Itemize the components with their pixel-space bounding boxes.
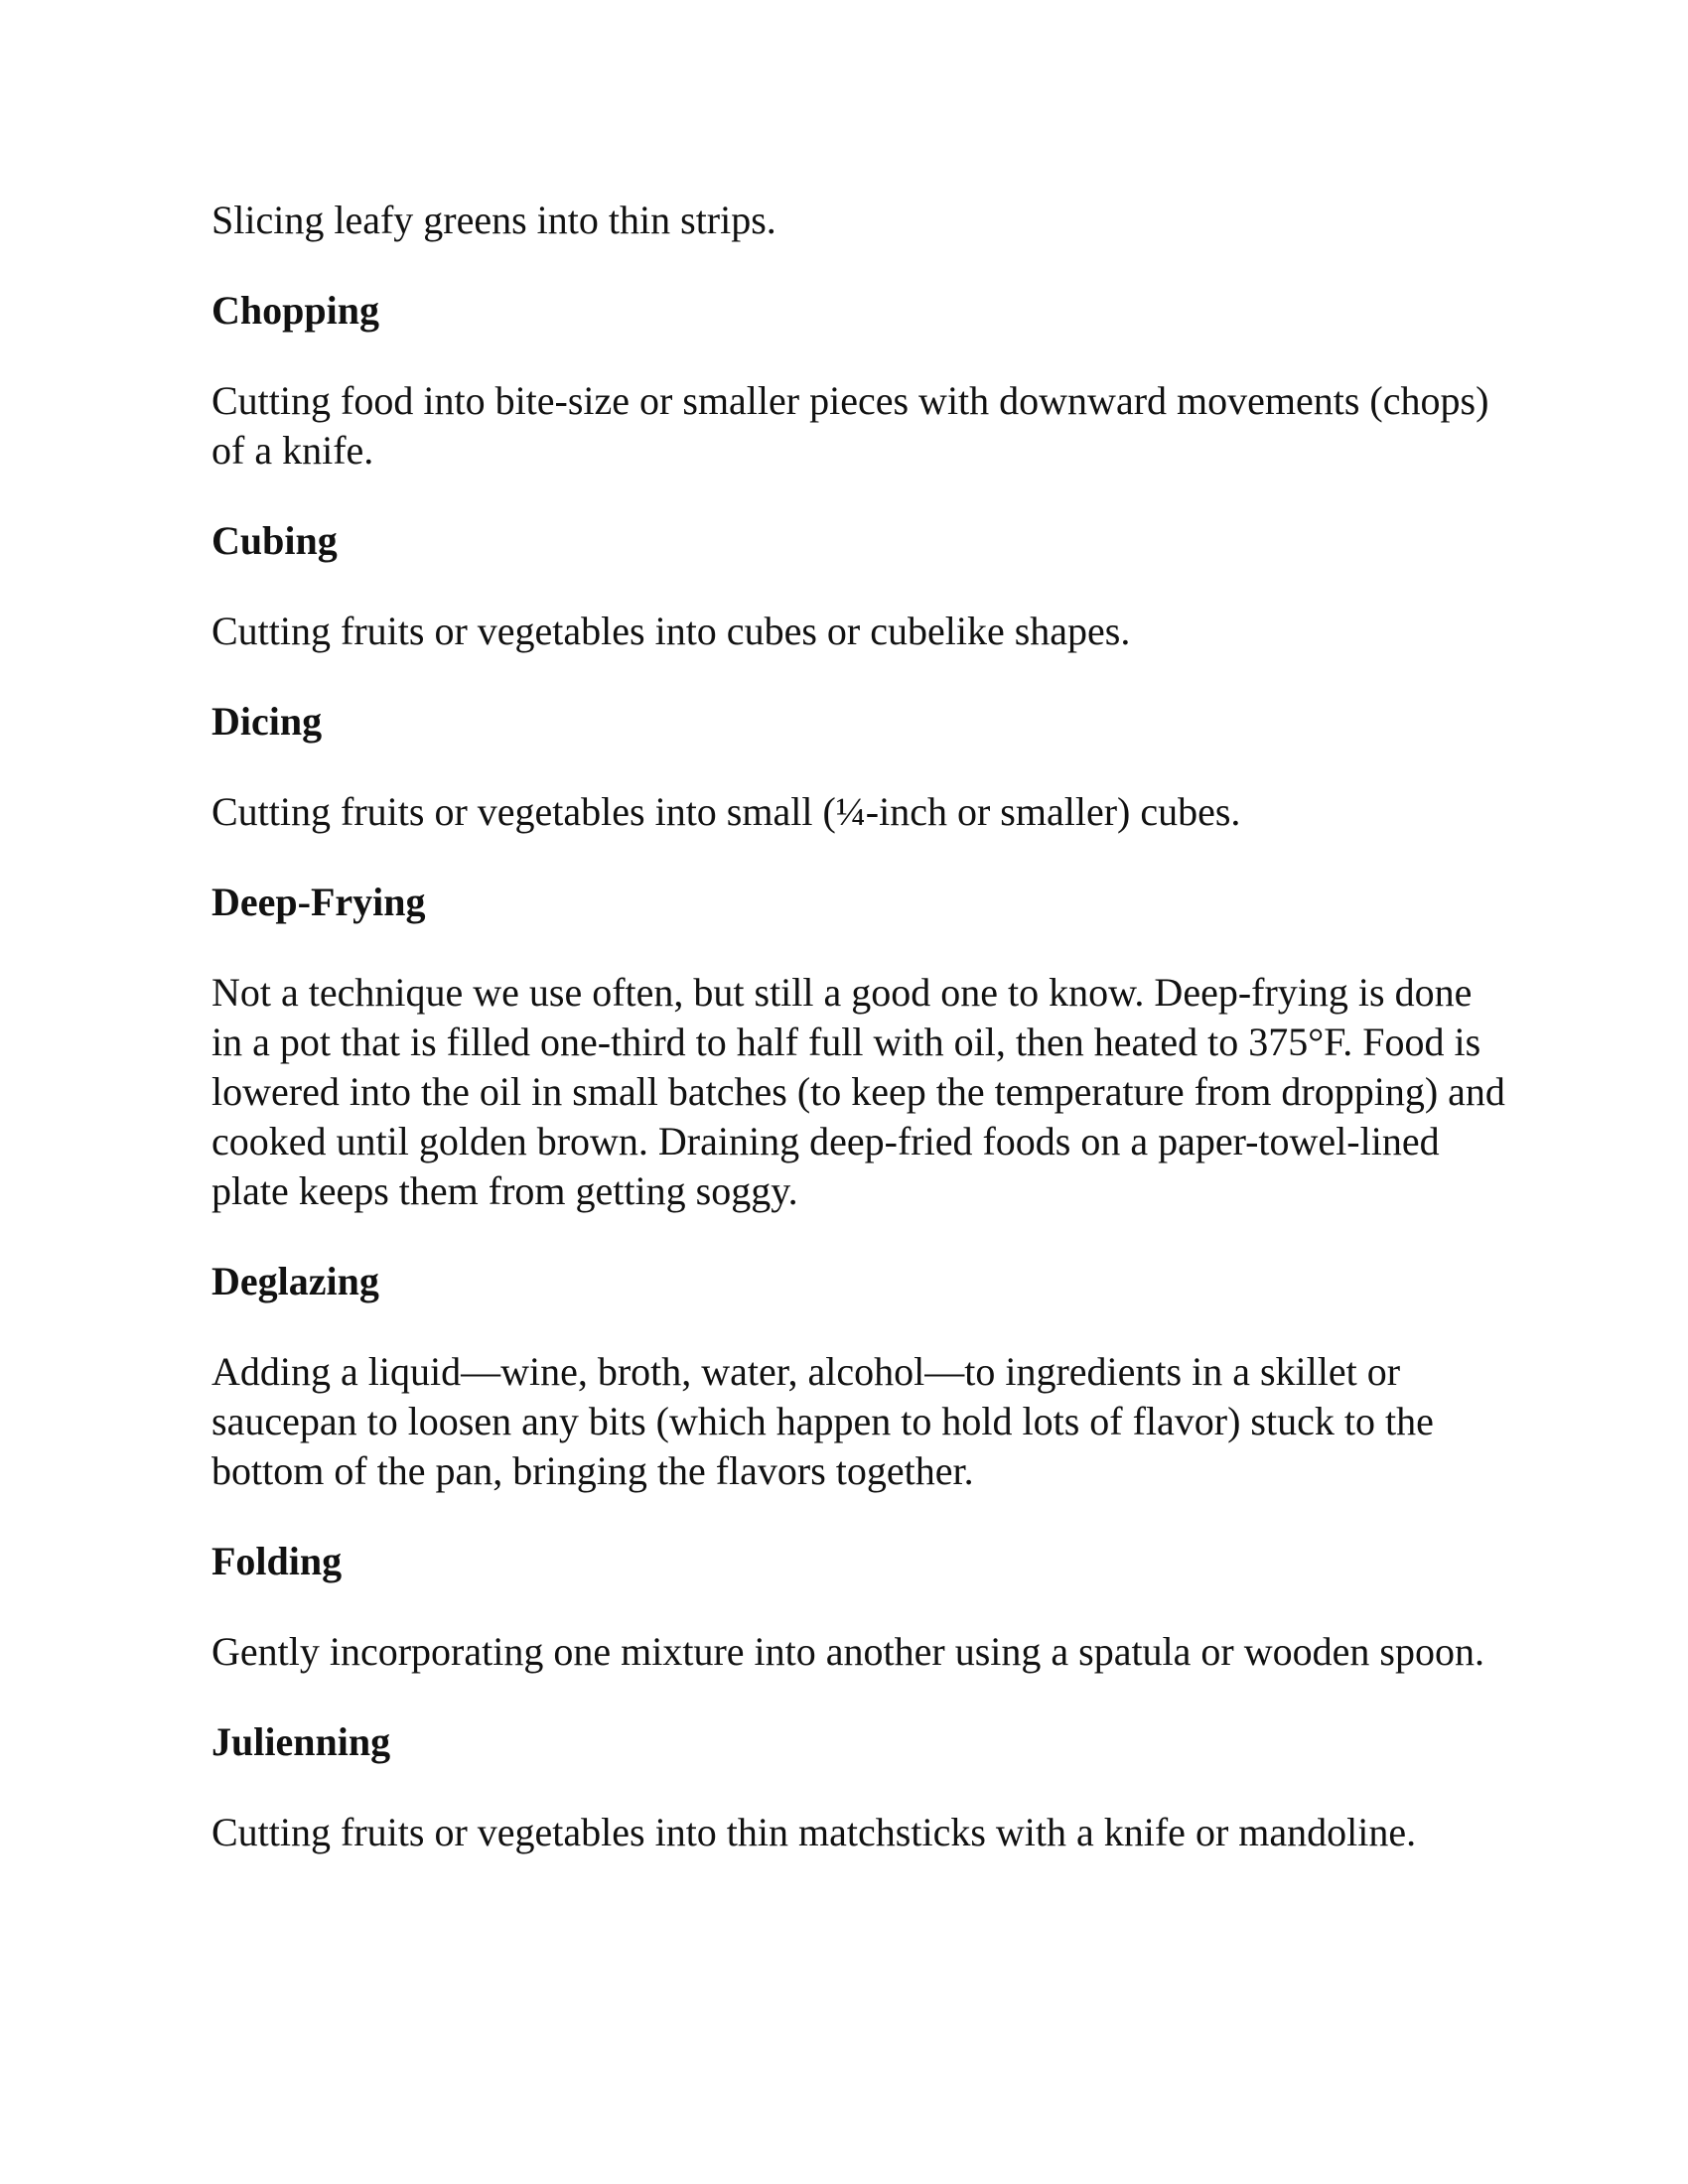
definition-folding: Gently incorporating one mixture into another using a spatula or wooden spoon. [211, 1629, 1484, 1674]
term-heading-chopping: Chopping [211, 288, 379, 333]
term-heading-folding: Folding [211, 1539, 343, 1583]
term-heading-cubing: Cubing [211, 518, 338, 563]
term-heading-dicing: Dicing [211, 699, 323, 744]
intro-paragraph: Slicing leafy greens into thin strips. [211, 198, 776, 242]
term-heading-deglazing: Deglazing [211, 1259, 379, 1303]
definition-deep-frying: Not a technique we use often, but still a good one to know. Deep-frying is done in a pot that is filled one-third to half full with oil, then heated to 375°F. Food is lowered into the oil in small batches (to keep the temperature from dropping) and cooked until golden brown. Draining deep-fried foods on a paper-towel-lined plate keeps them from getting soggy. [211, 970, 1505, 1213]
document-page [211, 196, 1505, 1898]
definition-dicing: Cutting fruits or vegetables into small (¼-inch or smaller) cubes. [211, 789, 1241, 834]
definition-deglazing: Adding a liquid—wine, broth, water, alcohol—to ingredients in a skillet or saucepan to loosen any bits (which happen to hold lots of flavor) stuck to the bottom of the pan, bringing the flavors together. [211, 1349, 1434, 1493]
term-heading-deep-frying: Deep-Frying [211, 880, 426, 924]
term-heading-julienning: Julienning [211, 1719, 391, 1764]
definition-julienning: Cutting fruits or vegetables into thin matchsticks with a knife or mandoline. [211, 1810, 1417, 1854]
definition-cubing: Cutting fruits or vegetables into cubes or cubelike shapes. [211, 609, 1131, 653]
definition-chopping: Cutting food into bite-size or smaller pieces with downward movements (chops) of a knife. [211, 378, 1489, 473]
